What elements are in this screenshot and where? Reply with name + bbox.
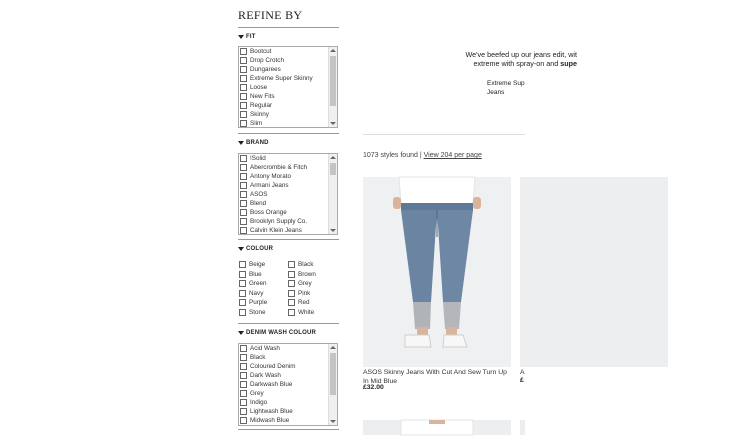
checkbox[interactable] [240,191,247,198]
product-price: £ [520,377,524,384]
filter-option-regular[interactable] [239,101,337,110]
checkbox[interactable] [240,200,247,207]
option-label: Calvin Klein Jeans [250,227,302,234]
scroll-thumb[interactable] [330,56,336,106]
option-label: Extreme Super Skinny [250,75,313,82]
brand-scrollbar[interactable] [328,154,337,234]
triangle-down-icon [238,247,244,251]
triangle-down-icon [238,141,244,145]
filter-option-pink[interactable] [287,289,310,298]
checkbox[interactable] [240,84,247,91]
checkbox[interactable] [288,271,295,278]
option-label: Indigo [250,399,268,406]
product-image[interactable] [363,177,511,367]
filter-option-drop-crotch[interactable] [239,56,337,65]
checkbox[interactable] [240,363,247,370]
option-label: Drop Crotch [250,57,284,64]
filter-option-skinny[interactable] [239,110,337,119]
checkbox[interactable] [240,57,247,64]
wash-scrollbar[interactable] [328,344,337,425]
filter-option-navy[interactable] [238,289,263,298]
checkbox[interactable] [239,261,246,268]
fit-listbox[interactable] [238,46,338,128]
checkbox[interactable] [288,309,295,316]
filter-option-grey[interactable] [239,389,337,398]
checkbox[interactable] [240,66,247,73]
results-count: 1073 styles found | View 204 per page [363,152,482,159]
filter-option-midwash-blue[interactable] [239,416,337,425]
checkbox[interactable] [239,280,246,287]
filter-option-slim[interactable] [239,119,337,128]
checkbox[interactable] [288,290,295,297]
scroll-down-icon[interactable] [330,229,336,232]
option-label: Slim [250,120,263,127]
option-label: Skinny [250,111,269,118]
filter-option-white[interactable] [287,308,314,317]
filter-option-solid[interactable] [239,154,337,163]
product-image[interactable] [520,177,668,367]
checkbox[interactable] [240,345,247,352]
checkbox[interactable] [240,120,247,127]
checkbox[interactable] [240,408,247,415]
scroll-up-icon[interactable] [330,346,336,349]
filter-option-coloured-denim[interactable] [239,362,337,371]
filter-option-black[interactable] [287,260,313,269]
option-label: Blend [250,200,267,207]
option-label: Dungarees [250,66,281,73]
brand-heading[interactable]: BRAND [238,140,269,146]
checkbox[interactable] [288,261,295,268]
filter-option-stone[interactable] [238,308,265,317]
filter-option-dungarees[interactable] [239,65,337,74]
divider [363,134,525,135]
denim-wash-heading[interactable]: DENIM WASH COLOUR [238,330,316,336]
refine-title: REFINE BY [238,8,303,22]
filter-option-lightwash-blue[interactable] [239,407,337,416]
filter-option-darkwash-blue[interactable] [239,380,337,389]
checkbox[interactable] [240,354,247,361]
checkbox[interactable] [240,218,247,225]
option-label: Bootcut [250,48,272,55]
checkbox[interactable] [240,381,247,388]
filter-option-boss-orange[interactable] [239,208,337,217]
checkbox[interactable] [240,417,247,424]
option-label: Stone [249,309,266,316]
product-name[interactable]: ASOS Skinny Jeans With Cut And Sew Turn Up In Mid Blue [363,369,507,385]
option-label: Grey [298,280,312,288]
product-price: £32.00 [363,384,384,391]
checkbox[interactable] [240,399,247,406]
triangle-down-icon [238,331,244,335]
option-label: White [298,309,315,316]
filter-option-blue[interactable] [238,270,262,279]
checkbox[interactable] [239,271,246,278]
filter-option-acid-wash[interactable] [239,344,337,353]
checkbox[interactable] [239,290,246,297]
scroll-thumb[interactable] [330,163,336,175]
product-card[interactable] [363,420,511,435]
filter-option-bootcut[interactable] [239,47,337,56]
option-label: Beige [249,261,266,268]
checkbox[interactable] [239,309,246,316]
checkbox[interactable] [240,227,247,234]
option-label: Black [250,354,266,361]
filter-option-grey[interactable] [287,279,312,288]
option-label: Navy [249,289,264,297]
product-card[interactable] [520,177,525,392]
divider [238,429,339,430]
colour-heading[interactable]: COLOUR [238,246,273,252]
divider [238,133,339,134]
option-label: Boss Orange [250,209,287,216]
fit-scrollbar[interactable] [328,47,337,127]
filter-option-indigo[interactable] [239,398,337,407]
filter-option-green[interactable] [238,279,267,288]
checkbox[interactable] [240,173,247,180]
filter-option-abercrombie-fitch[interactable] [239,163,337,172]
filter-option-brown[interactable] [287,270,316,279]
option-label: Antony Morato [250,173,291,180]
product-name[interactable]: A [520,369,525,376]
filter-option-red[interactable] [287,298,310,307]
filter-option-purple[interactable] [238,298,267,307]
scroll-down-icon[interactable] [330,420,336,423]
scroll-up-icon[interactable] [330,49,336,52]
filter-option-dark-wash[interactable] [239,371,337,380]
filter-option-antony-morato[interactable] [239,172,337,181]
promo-line-2: extreme with spray-on and supe [473,59,577,68]
checkbox[interactable] [240,102,247,109]
option-label: Midwash Blue [250,417,290,424]
option-label: Brooklyn Supply Co. [250,218,308,225]
divider [238,323,339,324]
checkbox[interactable] [240,155,247,162]
option-label: Grey [250,390,264,397]
option-label: Purple [249,299,268,307]
jeans-model-image [363,177,511,367]
option-label: Red [298,299,310,307]
brand-listbox[interactable] [238,153,338,235]
option-label: Lightwash Blue [250,408,293,415]
filter-option-loose[interactable] [239,83,337,92]
filter-option-black[interactable] [239,353,337,362]
promo-link-line-1[interactable]: Extreme Sup [487,80,525,87]
triangle-down-icon [238,35,244,39]
option-label: Regular [250,102,273,109]
scroll-thumb[interactable] [330,353,336,395]
option-label: New Fits [250,93,275,100]
filter-option-beige[interactable] [238,260,265,269]
option-label: Coloured Denim [250,363,296,370]
view-per-page-link[interactable]: View 204 per page [423,152,482,159]
option-label: Armani Jeans [250,182,289,189]
option-label: Brown [298,270,316,278]
filter-option-new-fits[interactable] [239,92,337,101]
checkbox[interactable] [240,164,247,171]
filter-option-armani-jeans[interactable] [239,181,337,190]
option-label: Black [298,261,314,268]
option-label: Abercrombie & Fitch [250,164,308,171]
checkbox[interactable] [240,93,247,100]
checkbox[interactable] [240,209,247,216]
promo-banner [363,50,577,100]
checkbox[interactable] [240,111,247,118]
scroll-up-icon[interactable] [330,156,336,159]
checkbox[interactable] [240,75,247,82]
checkbox[interactable] [288,299,295,306]
checkbox[interactable] [240,48,247,55]
fit-heading[interactable]: FIT [238,34,256,40]
filter-option-blend[interactable] [239,199,337,208]
promo-line-1: We've beefed up our jeans edit, wit [465,50,577,59]
filter-option-asos[interactable] [239,190,337,199]
filter-option-calvin-klein-jeans[interactable] [239,226,337,235]
option-label: Pink [298,289,311,297]
checkbox[interactable] [240,390,247,397]
scroll-down-icon[interactable] [330,122,336,125]
product-card[interactable] [520,420,525,435]
option-label: Darkwash Blue [250,381,293,388]
filter-option-brooklyn-supply-co[interactable] [239,217,337,226]
checkbox[interactable] [240,182,247,189]
option-label: !Solid [250,155,266,162]
checkbox[interactable] [288,280,295,287]
promo-link-line-2[interactable]: Jeans [487,89,505,96]
filter-option-extreme-super-skinny[interactable] [239,74,337,83]
option-label: Acid Wash [250,345,280,352]
shirt-model-image [363,420,511,435]
option-label: Dark Wash [250,372,281,379]
divider [238,239,339,240]
option-label: Loose [250,84,268,91]
denim-wash-listbox[interactable] [238,343,338,426]
option-label: ASOS [250,191,268,198]
checkbox[interactable] [239,299,246,306]
option-label: Green [249,280,267,288]
divider [238,27,339,28]
option-label: Blue [249,270,262,278]
checkbox[interactable] [240,372,247,379]
